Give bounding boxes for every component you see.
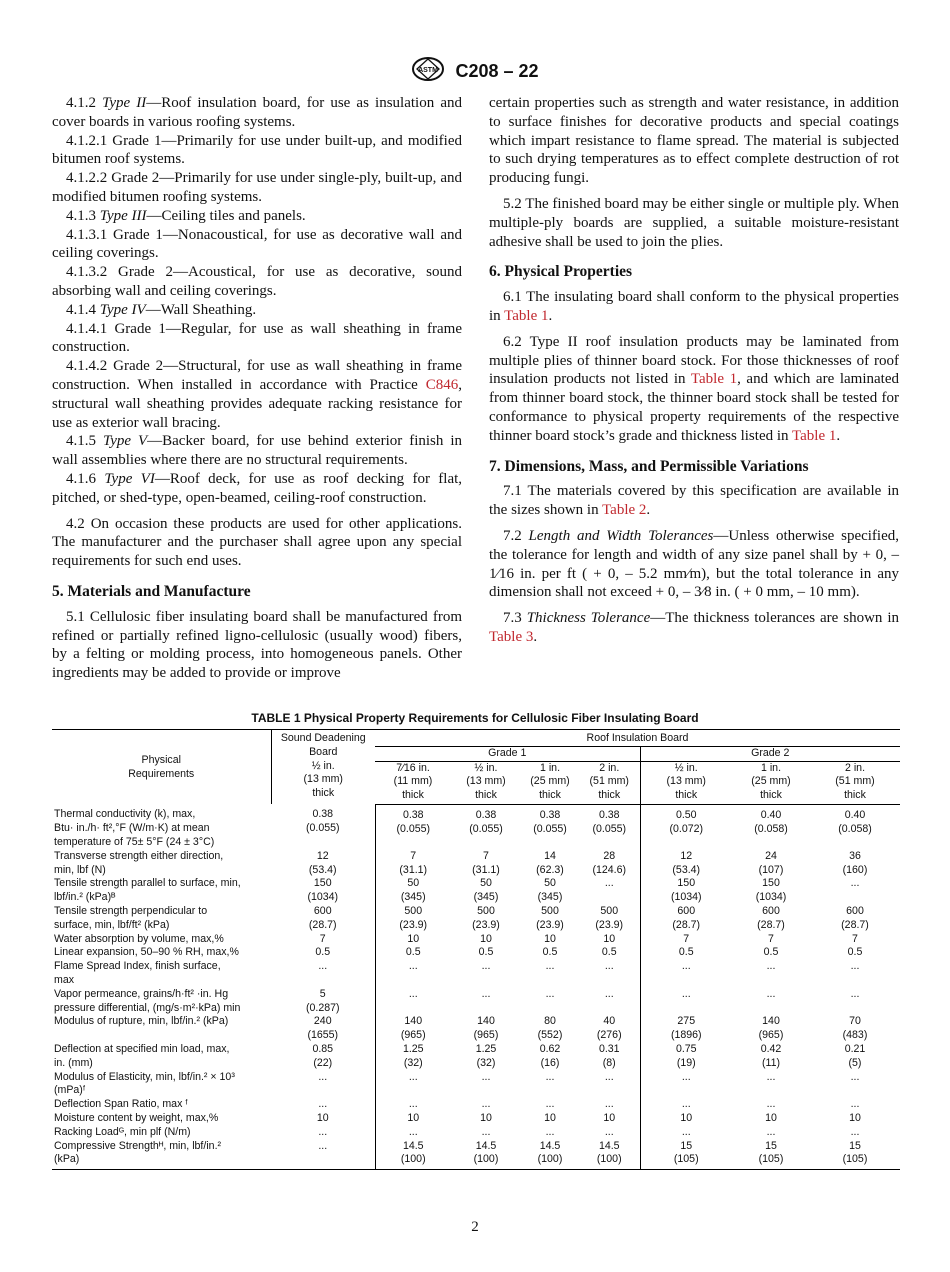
reference-link[interactable]: Table 2 [602, 502, 647, 519]
section-heading: 6. Physical Properties [489, 263, 633, 281]
paragraph: 4.1.3.1 Grade 1—Nonacoustical, for use as decorative wall and ceiling coverings. [52, 226, 462, 262]
table-row [52, 988, 900, 1016]
value-cell: 14.5 (100) [451, 1140, 521, 1170]
header-thickness: ½ in. (13 mm) thick [640, 761, 732, 804]
requirement-cell: Transverse strength either direction, min, lbf (N) [54, 849, 224, 876]
value-cell: ... [271, 1140, 375, 1170]
value-cell: 600 (28.7) [757, 905, 785, 931]
value-cell: 15 (105) [640, 1140, 732, 1170]
value-cell: ... [766, 960, 776, 973]
paragraph: 5.1 Cellulosic fiber insulating board shall be manufactured from refined or partially refined ligno-cellulosic (usually wood) fibers, by a felting or molding process, into homogeneous panels. Other ingredients may be added to provide or improve [52, 608, 462, 682]
table-row [52, 850, 900, 878]
value-cell: 10 [375, 933, 451, 947]
table-row [52, 1126, 900, 1140]
paragraph: 4.1.2.2 Grade 2—Primarily for use under single-ply, built-up, and modified bitumen roofing systems. [52, 170, 462, 205]
paragraph: 4.1.4.1 Grade 1—Regular, for use as wall sheathing in frame construction. [52, 320, 462, 356]
paragraph: 6.2 Type II roof insulation products may be laminated from multiple plies of thinner board stock. For those thicknesses of roof insulation products not listed in Table 1, and which are laminated from thinner board stock, the thinner board stock shall be tested for conformance to physical property requirements of the respective thinner board stock’s grade and thickness listed in Table 1. [489, 333, 899, 444]
value-cell: ... [318, 1098, 328, 1111]
value-cell: ... [604, 1070, 614, 1083]
requirement-cell: Modulus of rupture, min, lbf/in.² (kPa) [54, 1015, 229, 1028]
value-cell: ... [850, 877, 860, 890]
value-cell: ... [481, 1125, 491, 1138]
value-cell: ... [850, 1125, 860, 1138]
requirement-cell: Vapor permeance, grains/h·ft² ·in. Hg pressure differential, (mg/s·m²·kPa) min [54, 987, 241, 1014]
table-row [52, 1043, 900, 1071]
value-cell: ... [481, 960, 491, 973]
value-cell: 0.38 (0.055) [305, 808, 340, 835]
value-cell: 0.38 (0.055) [469, 808, 503, 835]
table-row [52, 933, 900, 947]
header-sound-deadening: Sound Deadening Board ½ in. (13 mm) thick [271, 730, 375, 805]
header-thickness: 1 in. (25 mm) thick [732, 761, 810, 804]
value-cell: 0.38 (0.055) [592, 808, 627, 835]
value-cell: 240 (1655) [307, 1015, 339, 1042]
value-cell: 1.25 (32) [475, 1043, 497, 1069]
header-thickness: 7⁄16 in. (11 mm) thick [375, 761, 451, 804]
reference-link[interactable]: Table 1 [690, 371, 738, 388]
value-cell: 600 (28.7) [308, 905, 337, 931]
header-roof-insulation: Roof Insulation Board [375, 730, 900, 747]
value-cell: 0.50 (0.072) [640, 804, 732, 849]
value-cell: 14 (62.3) [536, 849, 564, 876]
paragraph: 6.1 The insulating board shall conform to the physical properties in Table 1. [489, 289, 899, 324]
value-cell: 0.5 [640, 946, 732, 960]
value-cell: 7 [852, 932, 858, 945]
value-cell: 0.5 [847, 946, 863, 959]
paragraph: 7.2 Length and Width Tolerances—Unless otherwise specified, the tolerance for length and width of any size panel shall by + 0, – 1⁄16 in. per ft ( + 0, – 5.2 mm⁄m), but the total tolerance in any dimension shall not exceed + 0, – 3⁄8 in. ( + 0 mm, – 10 mm). [489, 527, 899, 601]
value-cell: 80 (552) [537, 1015, 563, 1042]
paragraph: 4.1.3 Type III—Ceiling tiles and panels. [66, 207, 306, 224]
value-cell: ... [604, 1098, 614, 1111]
value-cell: 500 (23.9) [536, 905, 564, 931]
table-title: TABLE 1 Physical Property Requirements for Cellulosic Fiber Insulating Board [251, 711, 699, 725]
value-cell: ... [766, 1098, 776, 1111]
value-cell: ... [318, 1125, 328, 1138]
value-cell: ... [545, 1098, 555, 1111]
svg-text:ASTM: ASTM [418, 67, 439, 74]
requirement-cell: Flame Spread Index, finish surface, max [54, 960, 221, 987]
value-cell: 50 (345) [537, 877, 563, 904]
value-cell: ... [766, 1125, 776, 1138]
value-cell: 600 (28.7) [841, 905, 869, 931]
paragraph: 4.1.3.2 Grade 2—Acoustical, for use as decorative, sound absorbing wall and ceiling coverings. [52, 264, 462, 299]
right-column [489, 94, 899, 647]
value-cell: ... [481, 1098, 491, 1111]
value-cell: ... [640, 1098, 732, 1112]
value-cell: ... [766, 987, 776, 1000]
paragraph: 5.2 The finished board may be either single or multiple ply. When multiple-ply boards are supplied, a suitable moisture-resistant adhesive shall be used to join the plies. [489, 195, 899, 250]
header-thickness: 1 in. (25 mm) thick [521, 761, 579, 804]
page-header [0, 56, 950, 87]
value-cell: ... [640, 960, 732, 988]
value-cell: 10 [603, 1112, 616, 1125]
paragraph: 7.1 The materials covered by this specification are available in the sizes shown in Table 2. [489, 483, 899, 519]
value-cell: 24 (107) [758, 849, 784, 876]
document-code: C208 – 22 [455, 61, 539, 81]
value-cell: ... [640, 1071, 732, 1099]
section-heading: 7. Dimensions, Mass, and Permissible Variations [489, 457, 809, 475]
value-cell: 140 (965) [375, 1015, 451, 1043]
value-cell: 150 (1034) [640, 877, 732, 905]
reference-link[interactable]: Table 1 [504, 307, 549, 324]
value-cell: 275 (1896) [640, 1015, 732, 1043]
value-cell: ... [766, 1070, 776, 1083]
value-cell: 0.42 (11) [760, 1043, 782, 1069]
value-cell: ... [604, 1125, 614, 1138]
value-cell: 14.5 (100) [375, 1140, 451, 1170]
table-row [52, 1015, 900, 1043]
value-cell: ... [640, 988, 732, 1016]
value-cell: ... [375, 1126, 451, 1140]
value-cell: 500 (23.9) [595, 905, 624, 931]
requirement-cell: Water absorption by volume, max,% [54, 932, 224, 945]
value-cell: 0.5 [763, 946, 779, 959]
paragraph: certain properties such as strength and water resistance, in addition to surface finishes for decorative products and special coatings which impart resistance to flame spread. The material is subjected to such drying temperatures as to effect complete destruction of rot producing fungi. [489, 95, 899, 187]
value-cell: 500 (23.9) [375, 905, 451, 933]
requirement-cell: Deflection Span Ratio, max ᶠ [54, 1098, 188, 1111]
value-cell: 7 [640, 933, 732, 947]
value-cell: 14.5 (100) [521, 1140, 579, 1170]
value-cell: ... [850, 987, 860, 1000]
value-cell: ... [850, 960, 860, 973]
value-cell: 0.85 (22) [312, 1043, 334, 1069]
requirement-cell: Linear expansion, 50–90 % RH, max,% [54, 946, 239, 959]
value-cell: ... [604, 877, 614, 890]
value-cell: 10 [316, 1112, 329, 1125]
value-cell: 0.40 (0.058) [754, 808, 788, 835]
value-cell: 0.5 [478, 946, 494, 959]
requirement-cell: Tensile strength parallel to surface, min, lbf/in.² (kPa)ᴮ [54, 877, 241, 904]
value-cell: 10 [640, 1112, 732, 1126]
paragraph: 7.3 Thickness Tolerance—The thickness tolerances are shown in Table 3. [489, 610, 900, 645]
value-cell: 0.38 (0.055) [375, 804, 451, 849]
value-cell: 500 (23.9) [472, 905, 500, 931]
paragraph: 4.1.6 Type VI—Roof deck, for use as roof decking for flat, pitched, or shed-type, open-beamed, ceiling-roof construction. [52, 470, 463, 506]
value-cell: 140 (965) [758, 1015, 784, 1042]
value-cell: ... [545, 1125, 555, 1138]
value-cell: 0.40 (0.058) [838, 808, 872, 835]
header-thickness: 2 in. (51 mm) thick [810, 761, 900, 804]
value-cell: 7 [319, 932, 326, 945]
value-cell: 10 [544, 932, 556, 945]
value-cell: 600 (28.7) [640, 905, 732, 933]
value-cell: 10 [544, 1112, 556, 1125]
paragraph: 4.1.4.2 Grade 2—Structural, for use as wall sheathing in frame construction. When installed in accordance with Practice C846, structural wall sheathing provides adequate racking resistance for use as exterior wall bracing. [52, 358, 462, 431]
value-cell: 10 [480, 932, 492, 945]
header-thickness: ½ in. (13 mm) thick [451, 761, 521, 804]
value-cell: 10 [765, 1112, 777, 1125]
value-cell: 36 (160) [842, 849, 868, 876]
header-grade-1: Grade 1 [375, 746, 640, 761]
value-cell: 15 (105) [732, 1140, 810, 1170]
table-row [52, 960, 900, 988]
requirement-cell: Compressive Strengthᴴ, min, lbf/in.² (kPa) [52, 1140, 271, 1170]
header-thickness: 2 in. (51 mm) thick [579, 761, 640, 804]
value-cell: 10 [480, 1112, 492, 1125]
value-cell: 5 (0.287) [305, 987, 340, 1014]
value-cell: 15 (105) [810, 1140, 900, 1170]
section-heading: 5. Materials and Manufacture [52, 582, 251, 600]
value-cell: 50 (345) [375, 877, 451, 905]
value-cell: 0.31 (8) [598, 1043, 620, 1069]
value-cell: 7 (31.1) [472, 849, 500, 876]
value-cell: ... [318, 1070, 328, 1083]
value-cell: 28 (124.6) [592, 849, 627, 876]
value-cell: ... [545, 987, 555, 1000]
value-cell: 0.62 (16) [539, 1043, 561, 1069]
table-row [52, 1112, 900, 1126]
value-cell: ... [850, 1070, 860, 1083]
table-row [52, 804, 900, 849]
table-row [52, 1140, 900, 1170]
value-cell: 40 (276) [596, 1015, 622, 1042]
page-number: 2 [471, 1219, 479, 1235]
value-cell: ... [318, 960, 328, 973]
value-cell: 12 (53.4) [308, 849, 337, 876]
value-cell: 10 [603, 932, 616, 945]
requirement-cell: Modulus of Elasticity, min, lbf/in.² × 10³ (mPa)ᶠ [54, 1070, 235, 1097]
value-cell: ... [375, 1098, 451, 1112]
value-cell: 14.5 (100) [579, 1140, 640, 1170]
value-cell: ... [375, 988, 451, 1016]
value-cell: 10 [849, 1112, 861, 1125]
paragraph: 4.2 On occasion these products are used for other applications. The manufacturer and the purchaser shall agree upon any special requirements for such end uses. [52, 515, 462, 570]
reference-link[interactable]: Table 1 [792, 427, 837, 444]
header-grade-2: Grade 2 [640, 746, 900, 761]
paragraph: 4.1.2.1 Grade 1—Primarily for use under built-up, and modified bitumen roof systems. [52, 132, 462, 168]
table-row [52, 946, 900, 960]
requirement-cell: Tensile strength perpendicular to surface, min, lbf/ft² (kPa) [54, 905, 208, 931]
paragraph: 4.1.4 Type IV—Wall Sheathing. [66, 301, 257, 318]
astm-logo-icon [411, 56, 445, 87]
header-physical-requirements: Physical Requirements [52, 730, 271, 805]
value-cell: 150 (1034) [307, 877, 339, 904]
value-cell: 0.38 (0.055) [533, 808, 567, 835]
table-row [52, 1098, 900, 1112]
value-cell: 70 (483) [842, 1015, 868, 1042]
reference-link[interactable]: C846 [425, 376, 459, 393]
reference-link[interactable]: Table 3 [489, 628, 534, 645]
value-cell: 0.5 [601, 946, 617, 959]
value-cell: 1.25 (32) [375, 1043, 451, 1071]
value-cell: 0.21 (5) [844, 1043, 866, 1069]
value-cell: ... [481, 987, 491, 1000]
paragraph: 4.1.5 Type V—Backer board, for use behind exterior finish in wall assemblies where there are no structural requirements. [52, 433, 462, 469]
value-cell: ... [604, 960, 614, 973]
value-cell: ... [604, 987, 614, 1000]
value-cell: ... [545, 1070, 555, 1083]
physical-properties-table [52, 729, 900, 1170]
value-cell: ... [375, 1071, 451, 1099]
value-cell: ... [850, 1098, 860, 1111]
paragraph: 4.1.2 Type II—Roof insulation board, for use as insulation and cover boards in various roofing systems. [52, 95, 462, 130]
value-cell: 0.5 [542, 946, 558, 959]
value-cell: ... [640, 1126, 732, 1140]
value-cell: 7 (31.1) [375, 850, 451, 878]
value-cell: 10 [375, 1112, 451, 1126]
value-cell: ... [481, 1070, 491, 1083]
value-cell: 50 (345) [473, 877, 499, 904]
table-row [52, 1071, 900, 1099]
requirement-cell: Moisture content by weight, max,% [54, 1112, 219, 1125]
requirement-cell: Deflection at specified min load, max, in. (mm) [54, 1043, 230, 1069]
value-cell: ... [375, 960, 451, 988]
value-cell: 140 (965) [473, 1015, 499, 1042]
requirement-cell: Racking Loadᴳ, min plf (N/m) [54, 1125, 191, 1138]
left-column [52, 94, 462, 683]
table-row [52, 877, 900, 905]
value-cell: 0.5 [315, 946, 331, 959]
value-cell: 0.5 [375, 946, 451, 960]
value-cell: 150 (1034) [755, 877, 787, 904]
requirement-cell: Thermal conductivity (k), max, Btu· in./h· ft²,°F (W/m·K) at mean temperature of 75± 5°F (24 ± 3°C) [54, 808, 215, 849]
table-row [52, 905, 900, 933]
value-cell: 12 (53.4) [640, 850, 732, 878]
value-cell: ... [545, 960, 555, 973]
value-cell: 7 [768, 932, 774, 945]
value-cell: 0.75 (19) [640, 1043, 732, 1071]
